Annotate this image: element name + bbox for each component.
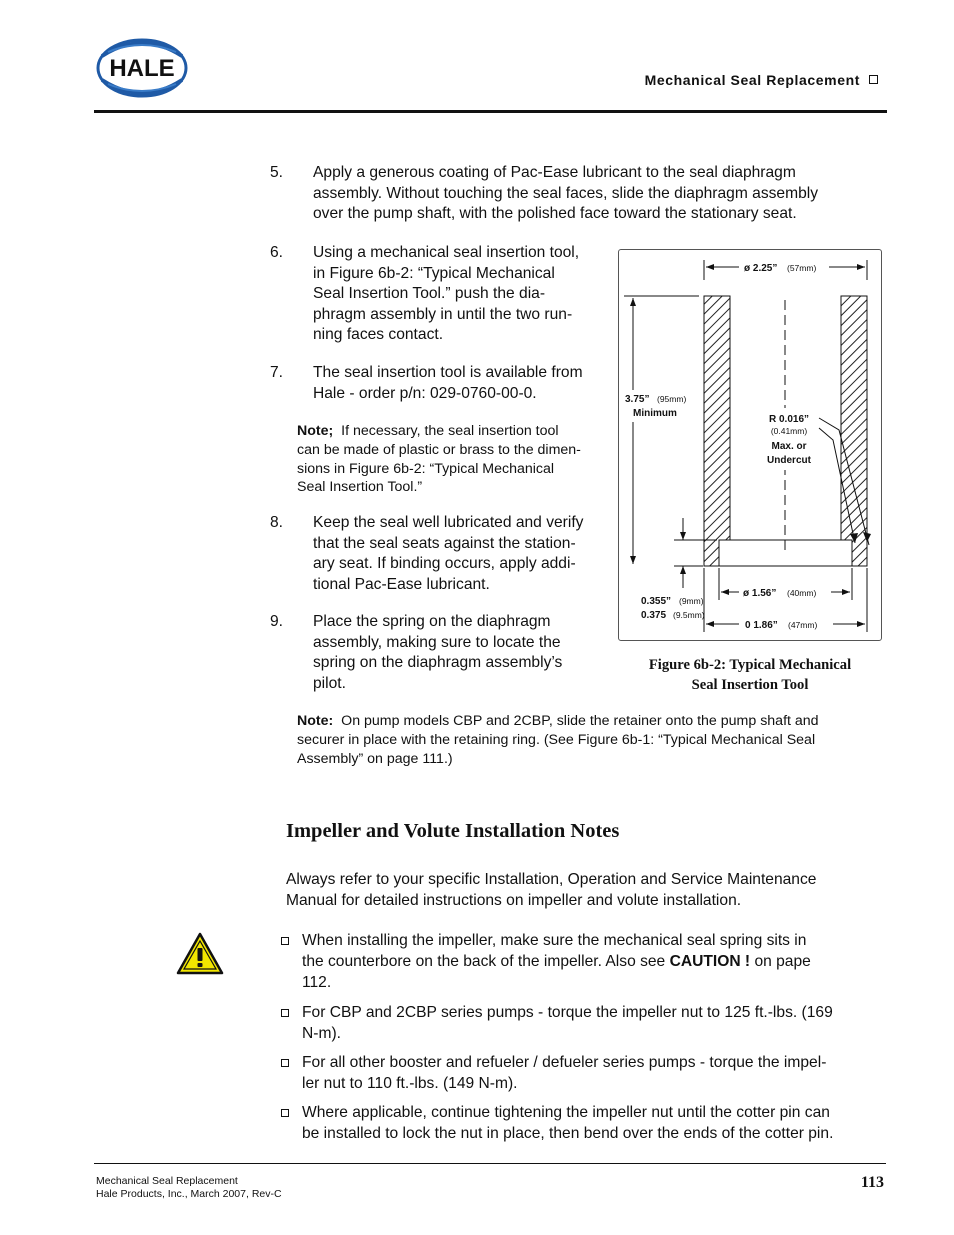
warning-icon bbox=[176, 932, 224, 976]
footer-rule bbox=[94, 1163, 886, 1164]
dim-height-mm: (95mm) bbox=[657, 394, 687, 404]
radius-sub-2: Undercut bbox=[767, 455, 811, 466]
intro-line: Manual for detailed instructions on impeller and volute installation. bbox=[286, 892, 742, 909]
bullet-box-icon bbox=[281, 1109, 289, 1117]
step-number: 7. bbox=[270, 364, 284, 381]
bullet-line-tail: on pape bbox=[750, 953, 811, 970]
radius-sub-1: Max. or bbox=[771, 441, 807, 452]
note-line: can be made of plastic or brass to the dimen- bbox=[297, 441, 581, 458]
dim-depth-1-mm: (9mm) bbox=[679, 596, 704, 606]
header-box-icon bbox=[869, 75, 878, 84]
step-line: in Figure 6b-2: “Typical Mechanical bbox=[313, 264, 555, 282]
note-line: On pump models CBP and 2CBP, slide the retainer onto the pump shaft and bbox=[341, 713, 819, 729]
header-title: Mechanical Seal Replacement bbox=[644, 72, 860, 88]
radius-mm: (0.41mm) bbox=[770, 426, 808, 436]
step-number: 8. bbox=[270, 514, 284, 531]
step-line: Hale - order p/n: 029-0760-00-0. bbox=[313, 384, 537, 402]
list-item bbox=[281, 1002, 886, 1046]
dim-inner-mm: (40mm) bbox=[787, 588, 817, 598]
dim-top-mm: (57mm) bbox=[787, 263, 817, 273]
radius-label: R 0.016” bbox=[768, 414, 810, 425]
note-line: If necessary, the seal insertion tool bbox=[341, 423, 559, 439]
step-line: The seal insertion tool is available from bbox=[313, 364, 583, 381]
list-item bbox=[281, 930, 886, 994]
step-5 bbox=[270, 163, 870, 227]
dim-outer-label: 0 1.86” bbox=[745, 620, 778, 631]
hale-logo bbox=[94, 36, 190, 100]
step-7 bbox=[270, 363, 610, 405]
step-number: 9. bbox=[270, 613, 284, 630]
bullet-line: the counterbore on the back of the impeller. Also see bbox=[302, 953, 666, 970]
bullet-line: Where applicable, continue tightening the impeller nut until the cotter pin can bbox=[302, 1104, 830, 1121]
note-line: sions in Figure 6b-2: “Typical Mechanical bbox=[297, 460, 555, 477]
step-line: Apply a generous coating of Pac-Ease lubricant to the seal diaphragm bbox=[313, 164, 796, 181]
logo-text: HALE bbox=[109, 55, 175, 82]
step-line: phragm assembly in until the two run- bbox=[313, 305, 573, 323]
step-line: ning faces contact. bbox=[313, 326, 444, 343]
step-8 bbox=[270, 513, 610, 597]
list-item bbox=[281, 1102, 886, 1146]
caution-emphasis: CAUTION ! bbox=[669, 953, 751, 970]
bullet-line: When installing the impeller, make sure the mechanical seal spring sits in bbox=[302, 932, 807, 949]
bullet-line: For all other booster and refueler / defueler series pumps - torque the impel- bbox=[302, 1054, 827, 1071]
list-item bbox=[281, 1052, 886, 1096]
footer-line: Mechanical Seal Replacement bbox=[96, 1175, 238, 1187]
note-label: Note: bbox=[297, 713, 334, 729]
step-line: spring on the diaphragm assembly’s bbox=[313, 654, 563, 671]
section-intro bbox=[286, 869, 886, 911]
note-line: Seal Insertion Tool.” bbox=[297, 479, 423, 496]
step-line: Place the spring on the diaphragm bbox=[313, 613, 551, 630]
caption-line: Seal Insertion Tool bbox=[691, 677, 809, 693]
note-label: Note; bbox=[297, 423, 334, 439]
caption-line: Figure 6b-2: Typical Mechanical bbox=[648, 657, 852, 673]
dim-inner-label: ø 1.56” bbox=[743, 588, 777, 599]
bullet-box-icon bbox=[281, 1009, 289, 1017]
dim-depth-1: 0.355” bbox=[641, 596, 672, 607]
intro-line: Always refer to your specific Installation, Operation and Service Maintenance bbox=[286, 871, 817, 888]
step-number: 6. bbox=[270, 244, 284, 261]
step-6 bbox=[270, 243, 610, 347]
bullet-line: 112. bbox=[302, 974, 332, 991]
step-line: Seal Insertion Tool.” push the dia- bbox=[313, 285, 546, 302]
bullet-line: For CBP and 2CBP series pumps - torque the impeller nut to 125 ft.-lbs. (169 bbox=[302, 1004, 833, 1021]
bullet-line: be installed to lock the nut in place, then bend over the ends of the cotter pin. bbox=[302, 1125, 834, 1142]
note-seal-tool-material bbox=[297, 422, 612, 497]
dim-depth-2-mm: (9.5mm) bbox=[673, 610, 705, 620]
step-line: Keep the seal well lubricated and verify bbox=[313, 514, 584, 531]
dim-height-label: 3.75” bbox=[625, 394, 650, 405]
dim-outer-mm: (47mm) bbox=[788, 620, 818, 630]
bullet-box-icon bbox=[281, 1059, 289, 1067]
dim-height-sub: Minimum bbox=[633, 408, 677, 419]
step-9 bbox=[270, 612, 610, 696]
bullet-line: ler nut to 110 ft.-lbs. (149 N-m). bbox=[302, 1075, 518, 1092]
step-line: tional Pac-Ease lubricant. bbox=[313, 575, 490, 593]
step-line: assembly. Without touching the seal faces, slide the diaphragm assembly bbox=[313, 184, 819, 202]
footer-info bbox=[96, 1175, 282, 1201]
dim-top-label: ø 2.25” bbox=[744, 263, 778, 274]
dim-depth-2: 0.375 bbox=[641, 610, 667, 621]
step-number: 5. bbox=[270, 164, 284, 181]
figure-seal-insertion-tool bbox=[618, 249, 882, 641]
step-line: Using a mechanical seal insertion tool, bbox=[313, 244, 580, 261]
figure-caption bbox=[618, 655, 882, 695]
note-line: securer in place with the retaining ring. (See Figure 6b-1: “Typical Mechanical Seal bbox=[297, 731, 816, 748]
bullet-box-icon bbox=[281, 937, 289, 945]
bullet-line: N-m). bbox=[302, 1025, 341, 1042]
page-number: 113 bbox=[860, 1174, 884, 1191]
section-title: Impeller and Volute Installation Notes bbox=[286, 820, 620, 842]
header-rule bbox=[94, 110, 887, 113]
step-line: that the seal seats against the station- bbox=[313, 534, 576, 552]
step-line: over the pump shaft, with the polished face toward the stationary seat. bbox=[313, 205, 797, 222]
note-retainer bbox=[297, 712, 887, 768]
step-line: assembly, making sure to locate the bbox=[313, 633, 561, 651]
footer-line: Hale Products, Inc., March 2007, Rev-C bbox=[96, 1188, 282, 1200]
note-line: Assembly” on page 111.) bbox=[297, 750, 453, 767]
step-line: ary seat. If binding occurs, apply addi- bbox=[313, 555, 576, 572]
step-line: pilot. bbox=[313, 674, 346, 692]
